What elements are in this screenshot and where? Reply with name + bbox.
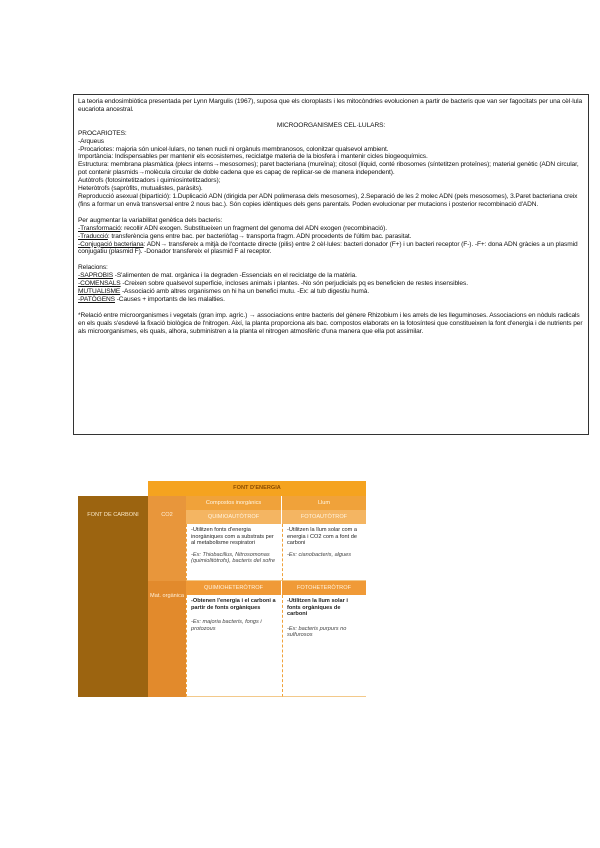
- photoautotroph-header: FOTOAUTÒTROF: [282, 510, 366, 524]
- section-title: MICROORGANISMES CEL·LULARS:: [276, 121, 386, 129]
- photoheterotroph-header: FOTOHETERÒTROF: [282, 581, 366, 595]
- comensals-text: -Creixen sobre qualsevol superficie, incloses animals i plantes. -No són perjudicials pq es beneficien de restes insensibles.: [120, 280, 468, 288]
- notes-box: [73, 94, 589, 435]
- procariotes-line: -Procariotes: majoria són unicel·lulars, no tenen nucli ni orgànuls membranosos, colonitzar qualsevol ambient.: [78, 145, 389, 153]
- comensals-line: [78, 280, 584, 288]
- organic-matter-label: Mat. orgànica: [148, 581, 186, 697]
- patogens-text: -Causes + importants de les malalties.: [114, 295, 225, 303]
- mutualisme-text: -Associació amb altres organismes on hi ha un benefici mutu. -Ex: al tub digestiu humà.: [120, 288, 370, 296]
- conjugacio-line: [78, 241, 584, 257]
- heterotrofs-line: Heteròtrofs (sapròfits, mutualistes, paràsits).: [78, 185, 203, 193]
- photoautotroph-cell: [282, 524, 366, 581]
- traduccio-line: [78, 233, 584, 241]
- estructura-line: Estructura: membrana plasmàtica (plecs interns→mesosomes); paret bacteriana (mureïna); citosol (líquid, conté ribosomes (síntetitzen proteïnes); material genètic (ADN circular, pot contenir plasmids→molècula circular de doble cadena que es capaç de replicar-se de manera independent).: [78, 161, 579, 177]
- traduccio-text: : transferència gens entre bac. per bacteriòfag→ transporta fragm. ADN procedents de l'últim bac. parasitat.: [107, 232, 412, 240]
- conjugacio-text: : ADN→ transfereix a mitjà de l'contacte directe (pilis) entre 2 cèl·lules: bacteri donador (F+) i un bacteri receptor (F-). -F+: dona ADN gràcies a un plasmid conjugatiu (plasmid F). -Donador transfereix el plasmid F al receptor.: [78, 240, 578, 256]
- mutualisme-line: [78, 288, 584, 296]
- chemoheterotroph-header: QUIMIOHETERÒTROF: [186, 581, 281, 595]
- arqueus-line: -Arqueus: [78, 137, 104, 145]
- chemoautotroph-text: -Utilitzen fonts d'energia inorgàniques com a substrats per al metabolisme respiratori: [191, 527, 274, 547]
- relacions-heading: Relacions:: [78, 264, 108, 272]
- transformacio-text: : recollir ADN exogen. Substitueixen un fragment del genoma del ADN exogen (recombinació).: [120, 224, 387, 232]
- chemoautotroph-header: QUIMIOAUTÒTROF: [186, 510, 281, 524]
- rhizobium-text: *Relació entre microorganismes i vegetals (gran imp. agríc.) → associacions entre bacteris del gènere Rhizobium i les arrels de les lleguminoses. Associacions en nòduls radicals en els quals s'esdevé la fixació biològica de l'nitrogen. Així, la planta proporciona als bac. compostos elaborats en la fotosíntesi que constitueixen la font d'energia i de nutrients per als microorganismes, els quals, alhora, subministren a la planta el nitrogen atmosfèric d'una manera que ella pot assimilar.: [78, 311, 583, 335]
- chemoautotroph-cell: [186, 524, 282, 581]
- metabolism-table: [78, 481, 366, 697]
- inorganic-compounds-header: Compostos inorgànics: [186, 496, 281, 510]
- photoautotroph-text: -Utilitzen la llum solar com a energia i CO2 com a font de carboni: [287, 527, 357, 547]
- chemoautotroph-example: -Ex: Thiobacillus, Nitrosomonas (quimiolitòtrofs), bacteris del sofre: [191, 551, 275, 565]
- co2-label: CO2: [148, 496, 186, 581]
- procariotes-heading: PROCARIOTES:: [78, 129, 127, 137]
- mutualisme-term: MUTUALISME: [78, 288, 121, 296]
- conjugacio-term: -Conjugació bacteriana: [78, 240, 144, 248]
- intro-text: La teoria endosimbiòtica presentada per Lynn Margulis (1967), suposa que els cloroplasts i les mitocòndries evolucionen a partir de bacteris que van ser fagocitats per una cèl·lula eucariota ancestral.: [78, 98, 583, 113]
- patogens-line: [78, 296, 584, 304]
- carbon-source-header: FONT DE CARBONI: [78, 496, 148, 697]
- chemoheterotroph-text: -Obtenen l'energia i el carboni a partir de fonts orgàniques: [191, 598, 276, 611]
- light-header: Llum: [282, 496, 366, 510]
- chemoheterotroph-example: -Ex: majoria bacteris, fongs i protozous: [191, 619, 262, 632]
- photoheterotroph-example: -Ex: bacteris purpurs no sulfurosos: [287, 625, 347, 639]
- saprobis-text: -S'alimenten de mat. orgànica i la degraden -Essencials en el reciclatge de la matèria.: [113, 272, 357, 280]
- autotrofs-line: Autòtrofs (fotosintetitzadors i quimiosintetitzadors);: [78, 177, 221, 185]
- patogens-term: -PATÒGENS: [78, 295, 115, 303]
- photoheterotroph-cell: [282, 595, 366, 697]
- saprobis-line: [78, 272, 584, 280]
- saprobis-term: -SAPROBIS: [78, 272, 114, 280]
- energy-source-header: FONT D'ENERGIA: [148, 481, 366, 496]
- chemoheterotroph-cell: [186, 595, 282, 697]
- reproduccio-line: Reproducció asexual (bipartició): 1.Duplicació ADN (dirigida per ADN polimerasa dels mesosomes), 2.Separació de les 2 molec ADN (pels mesosomes), 3.Paret bacteriana creix (fins a formar un envà transversal entre 2 nous bac.). Són copies idèntiques dels gens parentals. Poden evolucionar per mutacions i posterior recombinació d'ADN.: [78, 192, 578, 208]
- transformacio-term: -Transformació: [78, 224, 121, 232]
- importancia-line: Importància: Indispensables per mantenir els ecosistemes, reciclatge materia de la biosfera i mantenir cicles biogeoquímics.: [78, 153, 428, 161]
- photoautotroph-example: -Ex: cianobacteris, algues: [287, 551, 352, 558]
- traduccio-term: -Traducció: [78, 232, 108, 240]
- transformacio-line: [78, 225, 584, 233]
- comensals-term: -COMENSALS: [78, 280, 121, 288]
- variabilitat-heading: Per augmentar la variabilitat genètica dels bacteris:: [78, 216, 223, 224]
- photoheterotroph-text: -Utilitzen la llum solar i fonts orgàniques de carboni: [287, 598, 348, 618]
